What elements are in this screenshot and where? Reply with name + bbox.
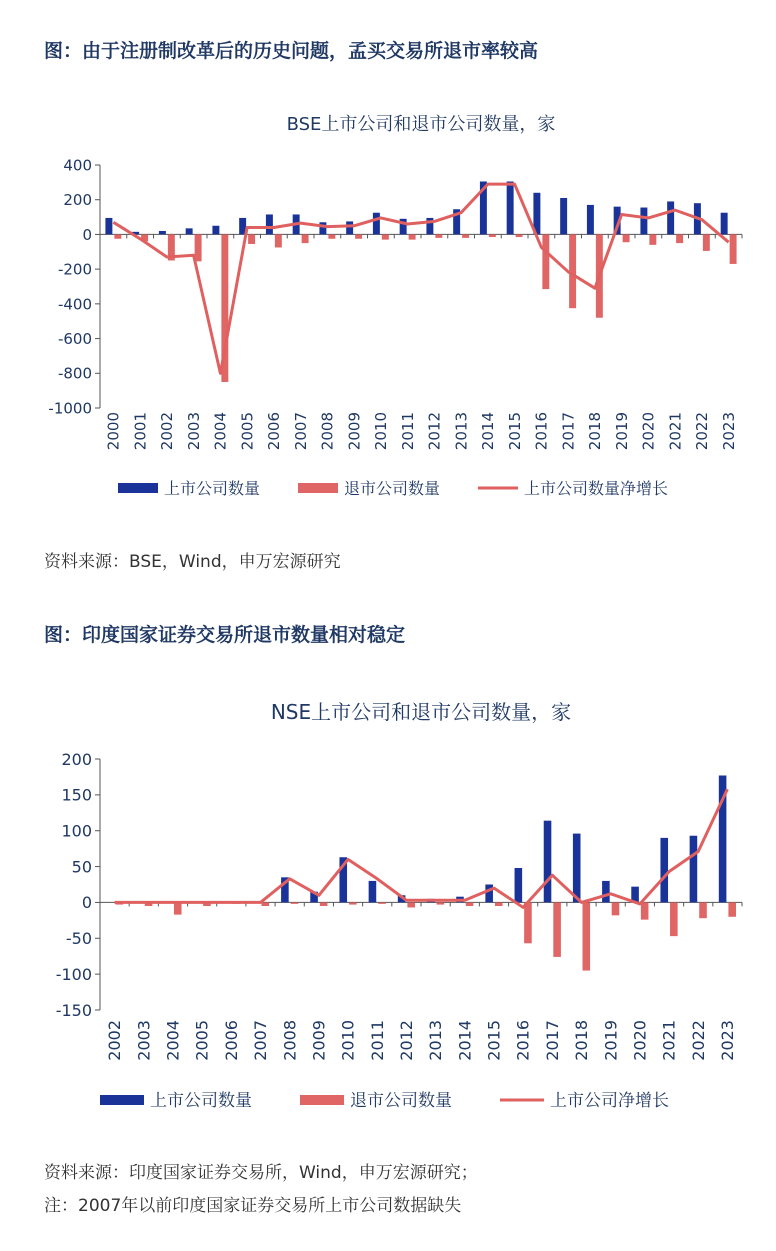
x-tick-label: 2012 bbox=[397, 1020, 417, 1061]
y-tick-label: 400 bbox=[63, 156, 92, 175]
listed-bar bbox=[346, 221, 353, 234]
chart2-note: 注：2007年以前印度国家证券交易所上市公司数据缺失 bbox=[44, 1196, 462, 1216]
x-tick-label: 2019 bbox=[612, 412, 631, 451]
x-tick-label: 2002 bbox=[105, 1020, 125, 1061]
listed-bar bbox=[690, 836, 698, 903]
delisted-bar bbox=[275, 234, 282, 247]
x-tick-label: 2002 bbox=[158, 412, 177, 451]
delisted-bar bbox=[409, 234, 416, 239]
y-tick-label: -800 bbox=[57, 364, 92, 383]
x-tick-label: 2015 bbox=[484, 1020, 504, 1061]
listed-bar bbox=[186, 228, 193, 234]
x-tick-label: 2022 bbox=[688, 1020, 708, 1061]
legend-swatch bbox=[298, 483, 338, 493]
delisted-bar bbox=[114, 234, 121, 238]
delisted-bar bbox=[728, 902, 736, 916]
x-tick-label: 2022 bbox=[693, 412, 712, 451]
delisted-bar bbox=[407, 902, 415, 907]
x-tick-label: 2004 bbox=[211, 412, 230, 451]
delisted-bar bbox=[542, 234, 549, 289]
listed-bar bbox=[560, 198, 567, 234]
x-tick-label: 2018 bbox=[586, 412, 605, 451]
delisted-bar bbox=[583, 902, 591, 970]
bse-chart bbox=[0, 90, 776, 610]
nse-chart bbox=[0, 680, 776, 1150]
delisted-bar bbox=[355, 234, 362, 238]
legend-swatch bbox=[100, 1095, 144, 1105]
delisted-bar bbox=[649, 234, 656, 244]
delisted-bar bbox=[462, 234, 469, 237]
delisted-bar bbox=[699, 902, 707, 918]
chart1-heading: 图：由于注册制改革后的历史问题，孟买交易所退市率较高 bbox=[44, 40, 539, 62]
chart1-source: 资料来源：BSE，Wind，申万宏源研究 bbox=[44, 552, 341, 572]
x-tick-label: 2021 bbox=[666, 412, 685, 451]
delisted-bar bbox=[641, 902, 649, 919]
delisted-bar bbox=[349, 902, 357, 904]
listed-bar bbox=[507, 181, 514, 234]
listed-bar bbox=[373, 213, 380, 235]
x-tick-label: 2001 bbox=[131, 412, 150, 451]
x-tick-label: 2005 bbox=[238, 412, 257, 451]
x-tick-label: 2008 bbox=[280, 1020, 300, 1061]
x-tick-label: 2007 bbox=[291, 412, 310, 451]
y-tick-label: 150 bbox=[61, 785, 92, 805]
delisted-bar bbox=[466, 902, 474, 906]
listed-bar bbox=[485, 885, 493, 903]
x-tick-label: 2017 bbox=[559, 412, 578, 451]
delisted-bar bbox=[524, 902, 532, 943]
listed-bar bbox=[105, 218, 112, 234]
delisted-bar bbox=[291, 902, 299, 903]
net-growth-line bbox=[113, 184, 728, 373]
delisted-bar bbox=[553, 902, 561, 957]
chart2-source: 资料来源：印度国家证券交易所，Wind，申万宏源研究； bbox=[44, 1163, 478, 1183]
legend-label: 上市公司净增长 bbox=[550, 1091, 669, 1112]
delisted-bar bbox=[703, 234, 710, 250]
x-tick-label: 2006 bbox=[221, 1020, 241, 1061]
y-tick-label: 200 bbox=[61, 749, 92, 769]
delisted-bar bbox=[623, 234, 630, 242]
x-tick-label: 2010 bbox=[372, 412, 391, 451]
y-tick-label: -50 bbox=[65, 929, 92, 949]
delisted-bar bbox=[437, 902, 445, 904]
x-tick-label: 2014 bbox=[455, 1020, 475, 1061]
legend-label: 退市公司数量 bbox=[344, 478, 441, 498]
x-tick-label: 2010 bbox=[338, 1020, 358, 1061]
listed-bar bbox=[602, 881, 610, 903]
y-tick-label: -200 bbox=[57, 260, 92, 279]
listed-bar bbox=[212, 226, 219, 235]
y-tick-label: 200 bbox=[63, 191, 92, 210]
x-tick-label: 2023 bbox=[718, 1020, 738, 1061]
chart2-heading: 图：印度国家证券交易所退市数量相对稳定 bbox=[44, 624, 406, 646]
delisted-bar bbox=[435, 234, 442, 237]
delisted-bar bbox=[195, 234, 202, 261]
listed-bar bbox=[640, 208, 647, 235]
chart-title: NSE上市公司和退市公司数量，家 bbox=[270, 700, 572, 724]
x-tick-label: 2019 bbox=[601, 1020, 621, 1061]
delisted-bar bbox=[612, 902, 620, 915]
delisted-bar bbox=[378, 902, 386, 903]
y-tick-label: 50 bbox=[71, 857, 92, 877]
listed-bar bbox=[573, 834, 581, 903]
delisted-bar bbox=[516, 234, 523, 237]
legend-swatch bbox=[118, 483, 158, 493]
listed-bar bbox=[660, 838, 668, 903]
legend-label: 上市公司数量 bbox=[150, 1091, 252, 1112]
y-tick-label: -400 bbox=[57, 295, 92, 314]
delisted-bar bbox=[676, 234, 683, 243]
listed-bar bbox=[266, 214, 273, 234]
y-tick-label: -150 bbox=[55, 1000, 92, 1020]
x-tick-label: 2014 bbox=[479, 412, 498, 451]
x-tick-label: 2020 bbox=[630, 1020, 650, 1061]
x-tick-label: 2023 bbox=[719, 412, 738, 451]
x-tick-label: 2000 bbox=[104, 412, 123, 451]
legend-swatch bbox=[300, 1095, 344, 1105]
y-tick-label: 100 bbox=[61, 821, 92, 841]
listed-bar bbox=[587, 205, 594, 235]
x-tick-label: 2008 bbox=[318, 412, 337, 451]
chart-title: BSE上市公司和退市公司数量，家 bbox=[286, 114, 556, 135]
x-tick-label: 2006 bbox=[265, 412, 284, 451]
x-tick-label: 2016 bbox=[532, 412, 551, 451]
delisted-bar bbox=[174, 902, 182, 914]
y-tick-label: 0 bbox=[82, 225, 92, 244]
listed-bar bbox=[667, 201, 674, 234]
x-tick-label: 2012 bbox=[425, 412, 444, 451]
listed-bar bbox=[319, 222, 326, 234]
x-tick-label: 2013 bbox=[452, 412, 471, 451]
x-tick-label: 2017 bbox=[542, 1020, 562, 1061]
x-tick-label: 2018 bbox=[572, 1020, 592, 1061]
delisted-bar bbox=[328, 234, 335, 238]
y-tick-label: -100 bbox=[55, 964, 92, 984]
x-tick-label: 2007 bbox=[251, 1020, 271, 1061]
delisted-bar bbox=[302, 234, 309, 243]
x-tick-label: 2003 bbox=[134, 1020, 154, 1061]
legend-label: 上市公司数量净增长 bbox=[524, 478, 669, 498]
listed-bar bbox=[159, 231, 166, 234]
y-tick-label: 0 bbox=[81, 893, 92, 913]
legend-label: 上市公司数量 bbox=[164, 478, 261, 498]
delisted-bar bbox=[320, 902, 328, 906]
delisted-bar bbox=[489, 234, 496, 237]
listed-bar bbox=[369, 881, 377, 903]
delisted-bar bbox=[495, 902, 503, 906]
delisted-bar bbox=[262, 902, 270, 906]
delisted-bar bbox=[248, 234, 255, 244]
listed-bar bbox=[515, 868, 523, 902]
listed-bar bbox=[544, 821, 552, 903]
x-tick-label: 2009 bbox=[345, 412, 364, 451]
x-tick-label: 2011 bbox=[398, 412, 417, 451]
legend-label: 退市公司数量 bbox=[350, 1091, 452, 1112]
x-tick-label: 2005 bbox=[192, 1020, 212, 1061]
delisted-bar bbox=[382, 234, 389, 239]
x-tick-label: 2016 bbox=[513, 1020, 533, 1061]
x-tick-label: 2011 bbox=[367, 1020, 387, 1061]
listed-bar bbox=[721, 213, 728, 235]
y-tick-label: -600 bbox=[57, 329, 92, 348]
x-tick-label: 2020 bbox=[639, 412, 658, 451]
delisted-bar bbox=[670, 902, 678, 936]
x-tick-label: 2013 bbox=[426, 1020, 446, 1061]
delisted-bar bbox=[730, 234, 737, 264]
x-tick-label: 2015 bbox=[505, 412, 524, 451]
x-tick-label: 2003 bbox=[184, 412, 203, 451]
y-tick-label: -1000 bbox=[48, 399, 92, 418]
x-tick-label: 2021 bbox=[659, 1020, 679, 1061]
x-tick-label: 2009 bbox=[309, 1020, 329, 1061]
x-tick-label: 2004 bbox=[163, 1020, 183, 1061]
